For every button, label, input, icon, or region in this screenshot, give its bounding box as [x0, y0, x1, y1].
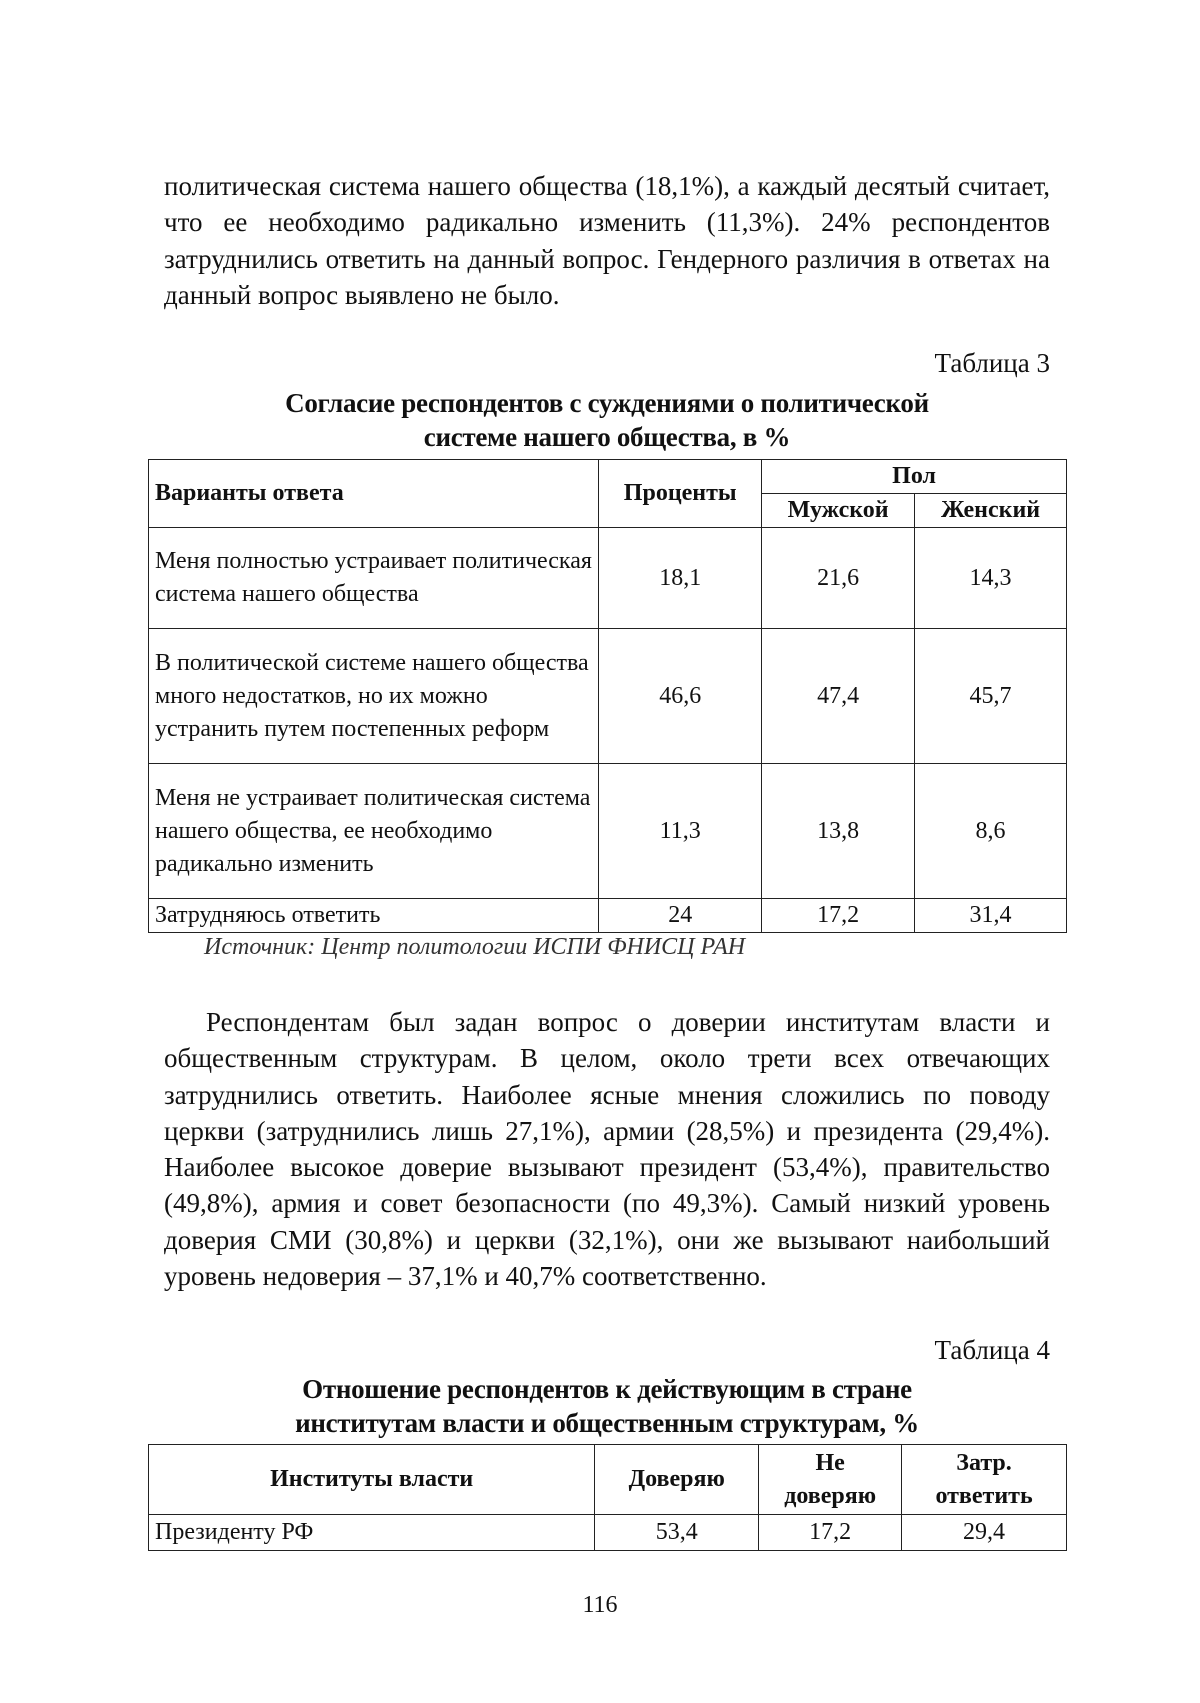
cell-male: 47,4	[762, 629, 915, 764]
header-percent: Проценты	[599, 460, 762, 528]
cell-answer: Меня не устраивает политическая система нашего общества, ее необходимо радикально изменить	[149, 764, 599, 899]
table3-source: Источник: Центр политологии ИСПИ ФНИСЦ РАН	[204, 934, 745, 961]
header-hard-line2: ответить	[908, 1480, 1060, 1513]
table-row	[149, 1515, 1067, 1551]
table-row	[149, 764, 1067, 899]
cell-male: 17,2	[762, 899, 915, 933]
intro-paragraph: политическая система нашего общества (18,1%), а каждый десятый считает, что ее необходимо радикально изменить (11,3%). 24% респондентов затруднились ответить на данный вопрос. Гендерного различия в ответах на данный вопрос выявлено не было.	[164, 168, 1050, 313]
cell-answer: В политической системе нашего общества много недостатков, но их можно устранить путем постепенных реформ	[149, 629, 599, 764]
cell-male: 13,8	[762, 764, 915, 899]
cell-answer: Затрудняюсь ответить	[149, 899, 599, 933]
table3-label: Таблица 3	[935, 348, 1050, 379]
header-answer: Варианты ответа	[149, 460, 599, 528]
table4-title-line1: Отношение респондентов к действующим в стране	[164, 1372, 1050, 1406]
cell-institution: Президенту РФ	[149, 1515, 595, 1551]
cell-female: 8,6	[915, 764, 1067, 899]
header-male: Мужской	[762, 494, 915, 528]
cell-female: 45,7	[915, 629, 1067, 764]
header-female: Женский	[915, 494, 1067, 528]
cell-hard: 29,4	[902, 1515, 1067, 1551]
cell-percent: 18,1	[599, 528, 762, 629]
table3-title	[164, 386, 1050, 454]
table-row	[149, 899, 1067, 933]
table-row	[149, 528, 1067, 629]
cell-percent: 24	[599, 899, 762, 933]
cell-distrust: 17,2	[759, 1515, 902, 1551]
table-row	[149, 629, 1067, 764]
main-paragraph: Респондентам был задан вопрос о доверии институтам власти и общественным структурам. В целом, около трети всех отвечающих затруднились ответить. Наиболее ясные мнения сложились по поводу церкви (затруднились лишь 27,1%), армии (28,5%) и президента (29,4%). Наиболее высокое доверие вызывают президент (53,4%), правительство (49,8%), армия и совет безопасности (по 49,3%). Самый низкий уровень доверия СМИ (30,8%) и церкви (32,1%), они же вызывают наибольший уровень недоверия – 37,1% и 40,7% соответственно.	[164, 1004, 1050, 1294]
table3-title-line2: системе нашего общества, в %	[164, 420, 1050, 454]
header-institution: Институты власти	[149, 1445, 595, 1515]
cell-female: 31,4	[915, 899, 1067, 933]
table3	[148, 459, 1067, 933]
header-hard-line1: Затр.	[908, 1447, 1060, 1480]
table4-title-line2: институтам власти и общественным структурам, %	[164, 1406, 1050, 1440]
cell-percent: 46,6	[599, 629, 762, 764]
header-distrust-line1: Не	[765, 1447, 895, 1480]
header-trust: Доверяю	[595, 1445, 759, 1515]
table4	[148, 1444, 1067, 1551]
table4-label: Таблица 4	[935, 1335, 1050, 1366]
header-gender: Пол	[762, 460, 1067, 494]
cell-male: 21,6	[762, 528, 915, 629]
header-distrust	[759, 1445, 902, 1515]
cell-female: 14,3	[915, 528, 1067, 629]
cell-percent: 11,3	[599, 764, 762, 899]
table3-title-line1: Согласие респондентов с суждениями о политической	[164, 386, 1050, 420]
cell-trust: 53,4	[595, 1515, 759, 1551]
header-hard-to-answer	[902, 1445, 1067, 1515]
header-distrust-line2: доверяю	[765, 1480, 895, 1513]
table4-title	[164, 1372, 1050, 1440]
cell-answer: Меня полностью устраивает политическая система нашего общества	[149, 528, 599, 629]
page-number: 116	[0, 1592, 1200, 1619]
